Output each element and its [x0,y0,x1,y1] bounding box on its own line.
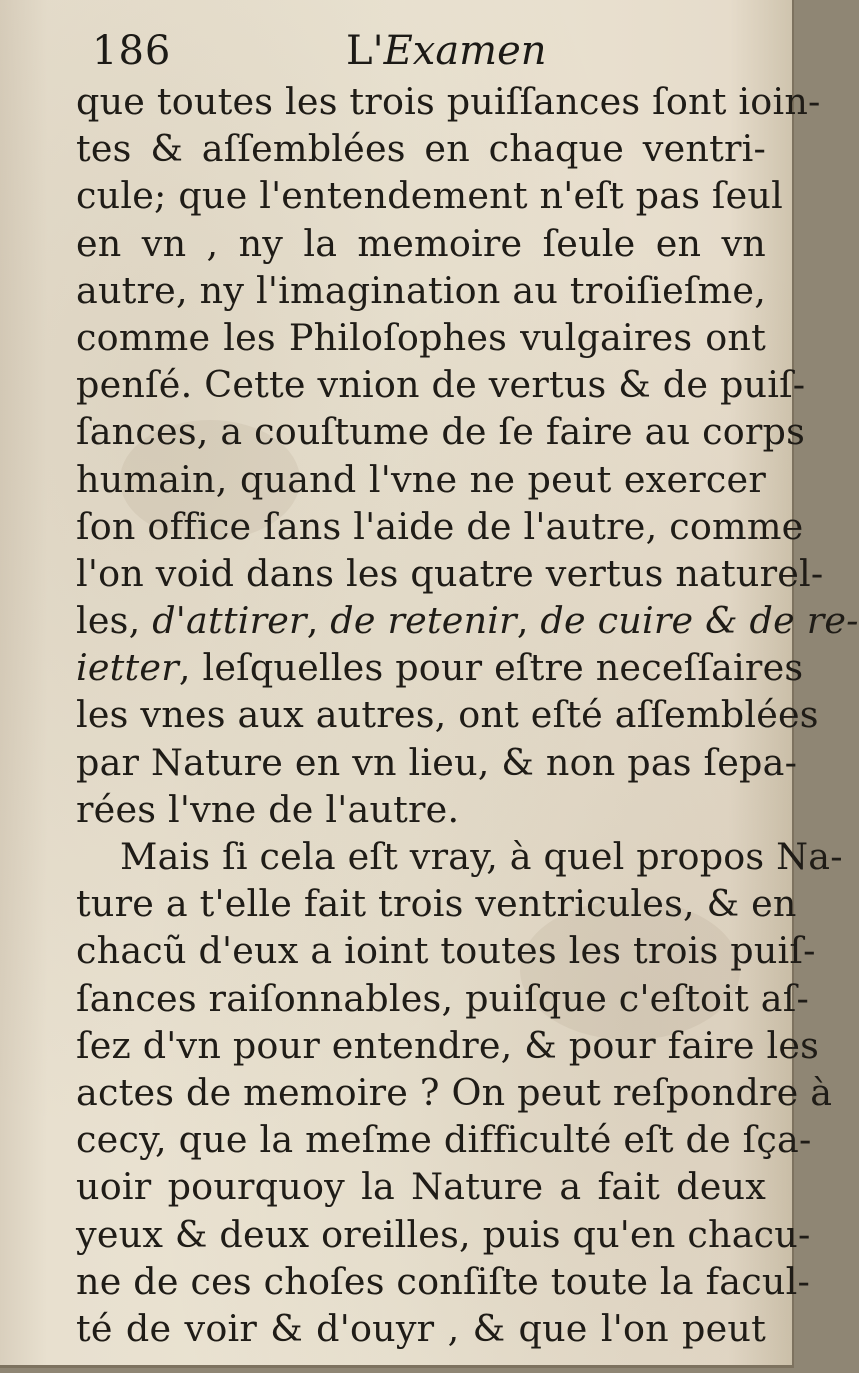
running-title-italic: Examen [383,28,547,74]
italic-term: de retenir [330,599,517,643]
text-line: ſances, a couſtume de ſe faire au corps [76,410,806,454]
text-line: cule; que l'entendement n'eſt pas ſeul [76,174,784,218]
text-line: tes & aſſemblées en chaque ventri- [76,127,766,171]
text-line: té de voir & d'ouyr , & que l'on peut [76,1306,766,1350]
text-span: les, [76,599,153,643]
italic-term: d'attirer [152,599,307,643]
text-span: , [516,599,541,643]
text-line: comme les Philoſophes vulgaires ont [76,315,766,359]
text-line: l'on void dans les quatre vertus naturel- [76,551,824,595]
text-line: actes de memoire ? On peut reſpondre à [76,1070,833,1114]
text-line: ture a t'elle fait trois ventricules, & en [76,882,797,926]
text-line-italic [76,597,859,644]
text-line: uoir pourquoy la Nature a fait deux [76,1165,766,1209]
running-title [346,28,547,74]
text-line: ne de ces choſes conſiſte toute la facul- [76,1259,810,1303]
paragraph-end-line: rées l'vne de l'autre. [76,787,460,831]
italic-term: de cuire & de re- [540,599,859,643]
text-line: penſé. Cette vnion de vertus & de puiſ- [76,363,806,407]
text-line: ſez d'vn pour entendre, & pour faire les [76,1023,820,1067]
text-line: en vn , ny la memoire ſeule en vn [76,221,766,265]
text-line: yeux & deux oreilles, puis qu'en chacu- [76,1212,811,1256]
paragraph-start-line: Mais ſi cela eſt vray, à quel propos Na- [120,835,843,878]
page-number: 186 [92,28,172,74]
text-line: que toutes les trois puiſſances ſont ioin- [76,80,821,123]
text-span: , leſquelles pour eſtre neceſſaires [178,646,804,690]
text-line: chacũ d'eux a ioint toutes les trois puiſ- [76,929,816,973]
text-line: par Nature en vn lieu, & non pas ſepa- [76,740,798,784]
body-text [76,78,859,1352]
text-line: les vnes aux autres, ont eſté aſſemblées [76,693,819,737]
text-line-italic [76,644,804,691]
text-span: , [306,599,331,643]
running-title-prefix: L' [346,28,384,74]
italic-term: ietter [76,646,179,690]
text-line: humain, quand l'vne ne peut exercer [76,457,766,501]
text-line: cecy, que la meſme difficulté eſt de ſça- [76,1118,812,1162]
text-line: autre, ny l'imagination au troiſieſme, [76,268,766,312]
text-line: ſon office ſans l'aide de l'autre, comme [76,504,804,548]
text-line: ſances raiſonnables, puiſque c'eſtoit aſ- [76,976,809,1020]
